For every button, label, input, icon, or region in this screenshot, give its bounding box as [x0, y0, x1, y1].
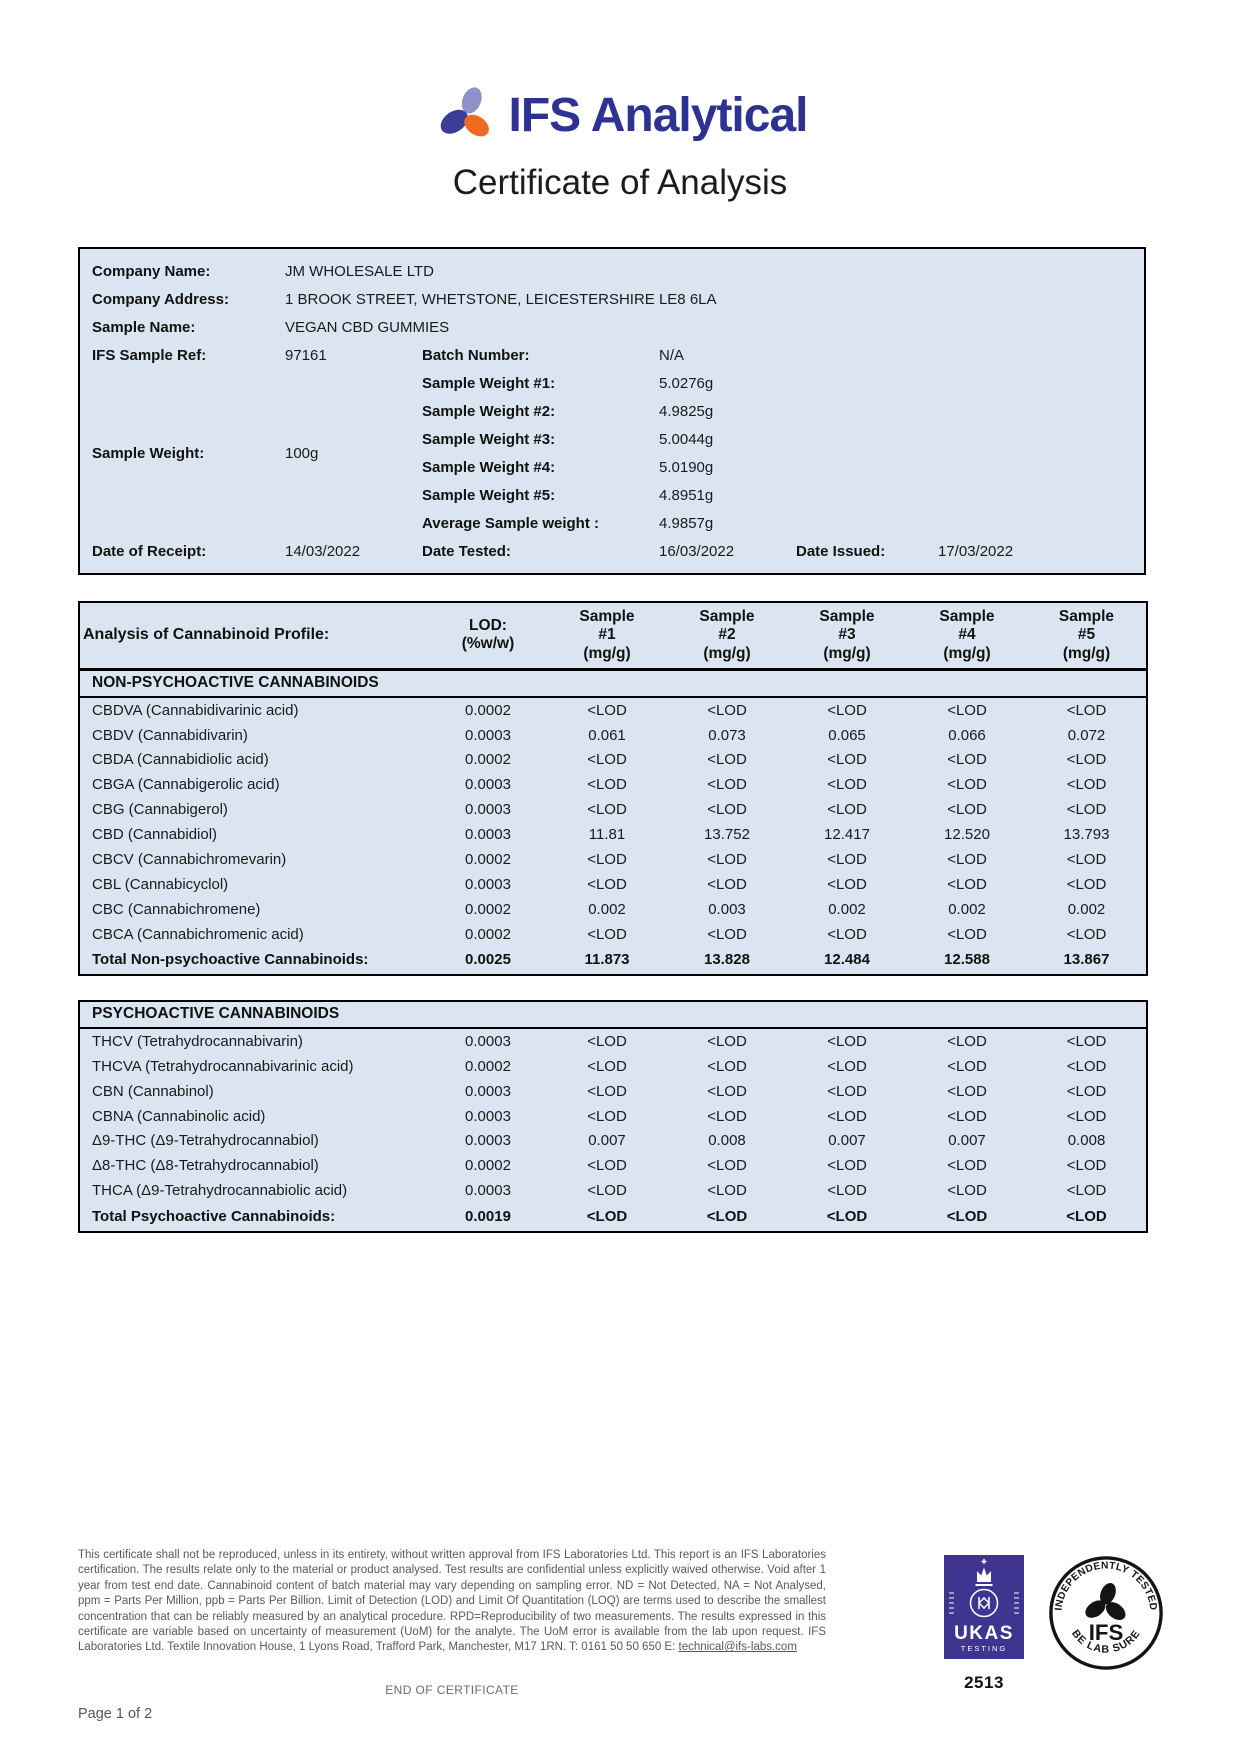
- lod-cell: 0.0002: [465, 925, 511, 943]
- sample5-cell: 0.002: [1067, 900, 1106, 918]
- psychoactive-table: [78, 1000, 1148, 1233]
- sample1-cell: <LOD: [587, 701, 627, 719]
- sample2-cell: <LOD: [707, 701, 747, 719]
- company-name-label: Company Name:: [92, 262, 211, 280]
- psychoactive-rows: [79, 1028, 1147, 1203]
- weight-value: N/A: [659, 346, 685, 364]
- ukas-testing-logo-icon: [944, 1623, 1024, 1663]
- sample4-cell: <LOD: [947, 1182, 987, 1200]
- s3-h1: Sample: [819, 608, 875, 625]
- sample2-cell: <LOD: [707, 1182, 747, 1200]
- date-receipt-value: 14/03/2022: [285, 542, 361, 560]
- analyte-cell: CBN (Cannabinol): [92, 1082, 214, 1100]
- sample4-cell: <LOD: [947, 925, 987, 943]
- sample4-column-header: [907, 602, 1027, 669]
- sample5-cell: <LOD: [1066, 1157, 1107, 1175]
- sample4-cell: <LOD: [947, 850, 987, 868]
- sample2-cell: 13.752: [704, 826, 750, 844]
- lod-header-line2: (%w/w): [461, 635, 515, 653]
- sample3-cell: <LOD: [827, 1082, 867, 1100]
- sample2-cell: 0.003: [708, 900, 746, 918]
- sample2-cell: <LOD: [707, 801, 747, 819]
- lod-cell: 0.0003: [465, 1032, 511, 1050]
- company-address-value: 1 BROOK STREET, WHETSTONE, LEICESTERSHIRE LE8 6LA: [285, 290, 717, 308]
- sample2-cell: <LOD: [707, 1032, 747, 1050]
- s2-h1: Sample: [699, 608, 755, 625]
- table-row: [79, 897, 1147, 922]
- s1-h1: Sample: [579, 608, 635, 625]
- ifs-independently-tested-stamp-icon: [1048, 1555, 1164, 1676]
- profile-title: Analysis of Cannabinoid Profile:: [79, 602, 429, 669]
- sample1-cell: <LOD: [587, 751, 627, 769]
- total-non-psychoactive-row: [79, 947, 1147, 975]
- table-row: [79, 1154, 1147, 1179]
- analyte-cell: CBCV (Cannabichromevarin): [92, 850, 287, 868]
- total-lod: 0.0019: [465, 1207, 511, 1225]
- lod-cell: 0.0003: [465, 1107, 511, 1125]
- sample4-cell: 0.066: [948, 726, 986, 744]
- analyte-cell: CBL (Cannabicyclol): [92, 875, 229, 893]
- sample4-cell: <LOD: [947, 751, 987, 769]
- sample-name-value: VEGAN CBD GUMMIES: [285, 318, 450, 336]
- table-row: [79, 723, 1147, 748]
- sample1-cell: 0.061: [588, 726, 626, 744]
- sample5-cell: <LOD: [1066, 751, 1107, 769]
- sample1-cell: <LOD: [587, 850, 627, 868]
- s4-h3: (mg/g): [943, 644, 991, 662]
- total-label: Total Non-psychoactive Cannabinoids:: [92, 951, 369, 969]
- sample5-cell: <LOD: [1066, 1107, 1107, 1125]
- analyte-cell: CBC (Cannabichromene): [92, 900, 261, 918]
- sample3-cell: <LOD: [827, 1032, 867, 1050]
- sample3-cell: 12.417: [824, 826, 870, 844]
- sample2-cell: <LOD: [707, 850, 747, 868]
- disclaimer-text: [78, 1548, 826, 1656]
- date-issued-value: 17/03/2022: [938, 542, 1014, 560]
- company-name-row: [92, 257, 1144, 285]
- total-label: Total Psychoactive Cannabinoids:: [92, 1207, 336, 1225]
- weight-row: [422, 509, 1144, 537]
- weight-value: 5.0190g: [659, 458, 714, 476]
- sample1-cell: 11.81: [588, 826, 626, 844]
- section-header-psychoactive: [79, 1001, 1147, 1028]
- total-s2: <LOD: [706, 1207, 748, 1225]
- analyte-cell: CBGA (Cannabigerolic acid): [92, 776, 280, 794]
- table-row: [79, 872, 1147, 897]
- s3-h2: #3: [838, 626, 856, 644]
- page-number: Page 1 of 2: [78, 1705, 153, 1722]
- lod-cell: 0.0003: [465, 1182, 511, 1200]
- sample3-cell: <LOD: [827, 776, 867, 794]
- total-s4: 12.588: [944, 951, 990, 969]
- sample5-cell: 13.793: [1063, 826, 1110, 844]
- sample3-cell: <LOD: [827, 1182, 867, 1200]
- s4-h2: #4: [958, 626, 976, 644]
- sample1-cell: 0.002: [588, 900, 626, 918]
- stamp-center-text: IFS: [1088, 1620, 1124, 1646]
- total-s1: 11.873: [584, 951, 630, 969]
- s5-h1: Sample: [1058, 608, 1115, 625]
- weight-label: Sample Weight #5:: [422, 486, 556, 504]
- company-name-value: JM WHOLESALE LTD: [285, 262, 434, 280]
- table-row: [79, 1104, 1147, 1129]
- sample1-cell: <LOD: [587, 1182, 627, 1200]
- table-row: [79, 697, 1147, 723]
- lod-cell: 0.0003: [465, 875, 511, 893]
- sample3-cell: <LOD: [827, 1107, 867, 1125]
- sample-weight-value: 100g: [285, 444, 319, 462]
- date-tested-label: Date Tested:: [422, 542, 511, 560]
- table-row: [79, 822, 1147, 847]
- lod-cell: 0.0002: [465, 751, 511, 769]
- sample4-cell: 12.520: [944, 826, 990, 844]
- sample5-cell: 0.008: [1067, 1132, 1106, 1150]
- non-psychoactive-rows: [79, 697, 1147, 947]
- s5-h3: (mg/g): [1062, 644, 1111, 662]
- sample1-cell: <LOD: [587, 875, 627, 893]
- lod-cell: 0.0003: [465, 826, 511, 844]
- sample3-column-header: [787, 602, 907, 669]
- sample4-cell: <LOD: [947, 701, 987, 719]
- date-receipt-label: Date of Receipt:: [92, 542, 207, 560]
- weight-row: [422, 425, 1144, 453]
- weight-row: [422, 397, 1144, 425]
- analyte-cell: CBD (Cannabidiol): [92, 826, 218, 844]
- date-issued-label: Date Issued:: [796, 542, 886, 560]
- sample5-cell: <LOD: [1066, 1032, 1107, 1050]
- total-s4: <LOD: [946, 1207, 988, 1225]
- sample1-cell: <LOD: [587, 1057, 627, 1075]
- table-row: [79, 1079, 1147, 1104]
- sample3-cell: <LOD: [827, 1157, 867, 1175]
- sample5-cell: <LOD: [1066, 776, 1107, 794]
- lod-cell: 0.0003: [465, 1132, 511, 1150]
- s1-h3: (mg/g): [583, 644, 631, 662]
- lod-header-line1: LOD:: [469, 617, 507, 635]
- sample4-cell: <LOD: [947, 1057, 987, 1075]
- sample5-cell: <LOD: [1066, 701, 1107, 719]
- sample3-cell: <LOD: [827, 1057, 867, 1075]
- weight-row: [422, 369, 1144, 397]
- s1-h2: #1: [598, 626, 616, 644]
- sample5-cell: <LOD: [1066, 1057, 1107, 1075]
- ifs-sample-ref-label: IFS Sample Ref:: [92, 346, 207, 364]
- sample4-cell: 0.007: [948, 1132, 986, 1150]
- weight-value: 5.0276g: [659, 374, 714, 392]
- cannabinoid-profile-table: [78, 601, 1148, 976]
- s5-h2: #5: [1077, 626, 1096, 644]
- weight-label: Average Sample weight :: [422, 514, 599, 532]
- sample1-cell: <LOD: [587, 1157, 627, 1175]
- sample2-cell: 0.008: [708, 1132, 746, 1150]
- sample4-cell: <LOD: [947, 776, 987, 794]
- sample2-cell: 0.073: [708, 726, 746, 744]
- analyte-cell: CBDA (Cannabidiolic acid): [92, 751, 269, 769]
- table-row: [79, 1054, 1147, 1079]
- analyte-cell: CBDV (Cannabidivarin): [92, 726, 248, 744]
- stamp-top-text: INDEPENDENTLY TESTED: [1053, 1560, 1159, 1612]
- ifs-sample-ref-value: 97161: [285, 346, 327, 364]
- ifs-trefoil-logo-icon: [433, 82, 495, 149]
- sample4-cell: <LOD: [947, 801, 987, 819]
- lod-cell: 0.0003: [465, 1082, 511, 1100]
- table-row: [79, 847, 1147, 872]
- disclaimer-body: This certificate shall not be reproduced, unless in its entirety, without written approval from IFS Laboratories Ltd. This report is an IFS Laboratories certification. The results relate only to the material or product analysed. Test results are confidential unless explicitly waived otherwise. Void after 1 year from test end date. Cannabinoid content of batch material may vary depending on sampling error. ND = Not Detected, NA = Not Analysed, ppm = Parts Per Million, ppb = Parts Per Billion. Limit of Detection (LOD) and Limit Of Quantitation (LOQ) are terms used to describe the smallest concentration that can be reliably measured by an analytical procedure. RPD=Reproducibility of two measurements. The results expressed in this certificate are variable based on uncertainty of measurement (UoM) for the analyte. The UoM error is available from the lab upon request. IFS Laboratories Ltd. Textile Innovation House, 1 Lyons Road, Trafford Park, Manchester, M17 1RN. T: 0161 50 50 650 E:: [78, 1549, 826, 1654]
- lod-cell: 0.0002: [465, 1057, 511, 1075]
- section-header-label: NON-PSYCHOACTIVE CANNABINOIDS: [79, 669, 1147, 697]
- analyte-cell: CBCA (Cannabichromenic acid): [92, 925, 304, 943]
- sample3-cell: <LOD: [827, 751, 867, 769]
- sample5-cell: <LOD: [1066, 875, 1107, 893]
- total-s1: <LOD: [586, 1207, 628, 1225]
- sample4-cell: 0.002: [948, 900, 986, 918]
- sample1-cell: <LOD: [587, 1032, 627, 1050]
- weight-value: 4.9857g: [659, 514, 714, 532]
- sample5-cell: <LOD: [1066, 801, 1107, 819]
- sample3-cell: 0.002: [828, 900, 866, 918]
- sample2-cell: <LOD: [707, 1107, 747, 1125]
- company-address-row: [92, 285, 1144, 313]
- sample5-cell: <LOD: [1066, 1182, 1107, 1200]
- table-row: [79, 922, 1147, 947]
- total-psychoactive-row: [79, 1203, 1147, 1231]
- weight-value: 4.9825g: [659, 402, 714, 420]
- sample5-column-header: [1027, 602, 1147, 669]
- stamp-bottom-text: BE LAB SURE: [1069, 1627, 1143, 1656]
- page-title: Certificate of Analysis: [452, 163, 788, 202]
- sample3-cell: <LOD: [827, 875, 867, 893]
- email-link[interactable]: technical@ifs-labs.com: [678, 1641, 797, 1654]
- lod-cell: 0.0003: [465, 801, 511, 819]
- weight-row: [422, 341, 1144, 369]
- end-of-certificate-label: END OF CERTIFICATE: [385, 1682, 519, 1697]
- profile-header-row: [79, 602, 1147, 669]
- table-row: [79, 797, 1147, 822]
- weight-row: [422, 453, 1144, 481]
- weight-row: [422, 481, 1144, 509]
- weights-list: [422, 341, 1144, 537]
- weight-label: Sample Weight #2:: [422, 402, 556, 420]
- sample-info-table: [78, 247, 1146, 575]
- sample3-cell: 0.065: [828, 726, 866, 744]
- lod-cell: 0.0002: [465, 1157, 511, 1175]
- analyte-cell: Δ8-THC (Δ8-Tetrahydrocannabiol): [92, 1157, 319, 1175]
- dates-row: [92, 537, 1144, 565]
- sample3-cell: <LOD: [827, 701, 867, 719]
- sample2-cell: <LOD: [707, 1057, 747, 1075]
- sample1-cell: <LOD: [587, 801, 627, 819]
- sample-name-label: Sample Name:: [92, 318, 196, 336]
- sample2-cell: <LOD: [707, 875, 747, 893]
- sample1-cell: 0.007: [588, 1132, 626, 1150]
- total-s5: <LOD: [1066, 1207, 1107, 1225]
- sample2-cell: <LOD: [707, 925, 747, 943]
- sample3-cell: 0.007: [828, 1132, 866, 1150]
- table-row: [79, 773, 1147, 798]
- analyte-cell: THCVA (Tetrahydrocannabivarinic acid): [92, 1057, 354, 1075]
- weight-label: Sample Weight #3:: [422, 430, 556, 448]
- analyte-cell: CBNA (Cannabinolic acid): [92, 1107, 266, 1125]
- s2-h2: #2: [718, 626, 736, 644]
- sample4-cell: <LOD: [947, 875, 987, 893]
- section-header-non-psychoactive: [79, 669, 1147, 697]
- ifs-sample-ref-row: [92, 341, 422, 369]
- total-s5: 13.867: [1063, 951, 1110, 969]
- sample3-cell: <LOD: [827, 801, 867, 819]
- weight-label: Batch Number:: [422, 346, 530, 364]
- sample1-cell: <LOD: [587, 776, 627, 794]
- s2-h3: (mg/g): [703, 644, 751, 662]
- sample4-cell: <LOD: [947, 1082, 987, 1100]
- weight-value: 4.8951g: [659, 486, 714, 504]
- sample-name-row: [92, 313, 1144, 341]
- header-logo: [0, 0, 1240, 149]
- table-row: [79, 1129, 1147, 1154]
- company-address-label: Company Address:: [92, 290, 229, 308]
- sample2-cell: <LOD: [707, 1082, 747, 1100]
- sample2-cell: <LOD: [707, 751, 747, 769]
- sample1-cell: <LOD: [587, 1107, 627, 1125]
- lod-cell: 0.0003: [465, 776, 511, 794]
- analyte-cell: CBDVA (Cannabidivarinic acid): [92, 701, 299, 719]
- sample1-cell: <LOD: [587, 925, 627, 943]
- footer: [78, 1548, 1164, 1722]
- analyte-cell: THCV (Tetrahydrocannabivarin): [92, 1032, 303, 1050]
- sample4-cell: <LOD: [947, 1032, 987, 1050]
- total-s3: <LOD: [826, 1207, 868, 1225]
- table-row: [79, 748, 1147, 773]
- sample-weight-row: [92, 369, 422, 537]
- analyte-cell: Δ9-THC (Δ9-Tetrahydrocannabiol): [92, 1132, 319, 1150]
- lod-column-header: [429, 602, 547, 669]
- lod-cell: 0.0002: [465, 850, 511, 868]
- weight-label: Sample Weight #4:: [422, 458, 556, 476]
- total-s2: 13.828: [704, 951, 750, 969]
- sample4-cell: <LOD: [947, 1107, 987, 1125]
- table-row: [79, 1028, 1147, 1054]
- sample2-cell: <LOD: [707, 776, 747, 794]
- section-header-label: PSYCHOACTIVE CANNABINOIDS: [79, 1001, 1147, 1028]
- analyte-cell: CBG (Cannabigerol): [92, 801, 228, 819]
- sample4-cell: <LOD: [947, 1157, 987, 1175]
- logo-text: IFS Analytical: [508, 89, 808, 142]
- analyte-cell: THCA (Δ9-Tetrahydrocannabiolic acid): [92, 1182, 348, 1200]
- s4-h1: Sample: [939, 608, 995, 625]
- sample5-cell: 0.072: [1067, 726, 1106, 744]
- sample5-cell: <LOD: [1066, 925, 1107, 943]
- date-tested-value: 16/03/2022: [659, 542, 735, 560]
- total-s3: 12.484: [824, 951, 870, 969]
- ukas-accreditation-number: 2513: [964, 1673, 1004, 1692]
- s3-h3: (mg/g): [823, 644, 871, 662]
- sample1-column-header: [547, 602, 667, 669]
- lod-cell: 0.0002: [465, 701, 511, 719]
- sample5-cell: <LOD: [1066, 1082, 1107, 1100]
- weight-value: 5.0044g: [659, 430, 714, 448]
- table-row: [79, 1178, 1147, 1203]
- lod-cell: 0.0002: [465, 900, 511, 918]
- sample2-column-header: [667, 602, 787, 669]
- ukas-sub-label: TESTING: [960, 1644, 1008, 1653]
- ukas-wordmark: UKAS: [954, 1623, 1014, 1644]
- sample1-cell: <LOD: [587, 1082, 627, 1100]
- sample3-cell: <LOD: [827, 850, 867, 868]
- total-lod: 0.0025: [465, 951, 511, 969]
- sample3-cell: <LOD: [827, 925, 867, 943]
- sample-weight-label: Sample Weight:: [92, 444, 205, 462]
- sample2-cell: <LOD: [707, 1157, 747, 1175]
- weight-label: Sample Weight #1:: [422, 374, 556, 392]
- lod-cell: 0.0003: [465, 726, 511, 744]
- sample5-cell: <LOD: [1066, 850, 1107, 868]
